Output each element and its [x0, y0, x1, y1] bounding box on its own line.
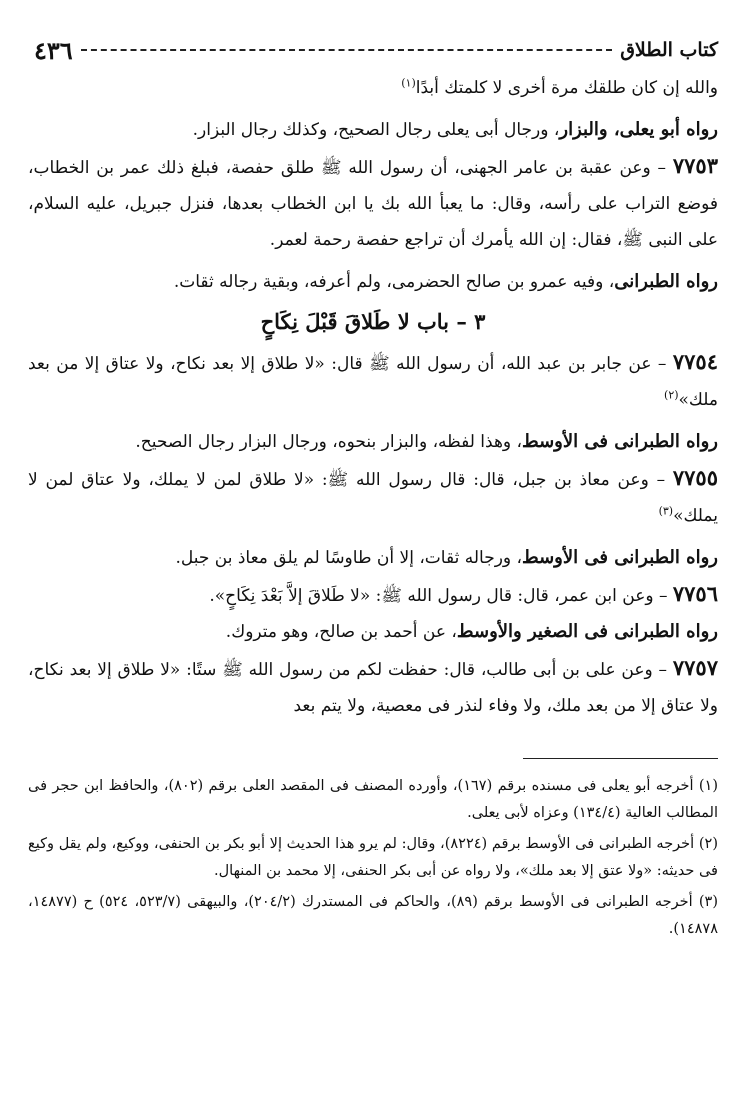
footnote-ref-2: (٢)	[664, 388, 679, 402]
hadith-number: ٧٧٥٦	[672, 581, 718, 606]
attribution-text: ، وفيه عمرو بن صالح الحضرمى، ولم أعرفه، وبقية رجاله ثقات.	[173, 272, 615, 292]
book-page	[28, 30, 718, 947]
footnote-ref-3: (٣)	[658, 504, 674, 518]
hadith-7753	[28, 148, 718, 258]
hadith-7757	[28, 650, 718, 724]
hadith-text: – وعن عقبة بن عامر الجهنى، أن رسول الله ﷺ طلق حفصة، فبلغ ذلك عمر بن الخطاب، فوضع التراب على رأسه، وقال: ما يعبأ الله بك يا ابن الخطاب بعدها، فنزل جبريل، عليه السلام، على النبى ﷺ، فقال: إن الله يأمرك أن تراجع حفصة رحمة لعمر.	[28, 158, 718, 250]
attribution-bold: رواه الطبرانى فى الأوسط	[522, 431, 718, 452]
attribution-bold: رواه الطبرانى فى الصغير والأوسط	[456, 621, 718, 642]
footnote-divider	[523, 758, 718, 759]
hadith-number: ٧٧٥٧	[672, 655, 718, 680]
page-number: ٤٣٦	[34, 35, 73, 65]
hadith-7756	[28, 576, 718, 614]
hadith-text: – وعن معاذ بن جبل، قال: قال رسول الله ﷺ: «لا طلاق لمن لا يملك، ولا عتاق لمن لا يملك»	[28, 470, 718, 526]
attribution-text: ، عن أحمد بن صالح، وهو متروك.	[225, 622, 457, 642]
attribution-text: ، ورجال أبى يعلى رجال الصحيح، وكذلك رجال البزار.	[192, 120, 560, 140]
page-header	[28, 30, 718, 70]
hadith-text: – عن جابر بن عبد الله، أن رسول الله ﷺ قال: «لا طلاق إلا بعد نكاح، ولا عتاق إلا من بعد ملك»	[28, 354, 718, 410]
hadith-number: ٧٧٥٣	[672, 153, 718, 178]
paragraph-attribution-4	[28, 540, 718, 576]
attribution-bold: رواه الطبرانى	[614, 271, 718, 292]
footnote-3: (٣) أخرجه الطبرانى فى الأوسط برقم (٨٩)، والحاكم فى المستدرك (٢٠٤/٢)، والبيهقى (٥٢٣/٧، ٥٢٤) ح (١٤٨٧٧، ١٤٨٧٨).	[28, 894, 719, 937]
hadith-number: ٧٧٥٥	[672, 465, 718, 490]
paragraph-attribution-3	[28, 424, 718, 460]
paragraph-attribution-5	[28, 614, 718, 650]
hadith-number: ٧٧٥٤	[672, 349, 718, 374]
footnote-1: (١) أخرجه أبو يعلى فى مسنده برقم (١٦٧)، وأورده المصنف فى المقصد العلى برقم (٨٠٢)، والحافظ ابن حجر فى المطالب العالية (١٣٤/٤) وعزاه لأبى يعلى.	[28, 778, 719, 821]
footnote-2: (٢) أخرجه الطبرانى فى الأوسط برقم (٨٢٢٤)، وقال: لم يرو هذا الحديث إلا أبو بكر بن الحنفى، ووكيع، ولم يقل وكيع فى حديثه: «ولا عتق إلا بعد ملك»، ولا رواه عن أبى بكر الحنفى، إلا محمد بن المنهال.	[28, 836, 718, 879]
chapter-heading: ٣ – باب لا طَلاقَ قَبْلَ نِكَاحٍ	[260, 309, 486, 334]
paragraph-oath	[28, 70, 718, 106]
paragraph-text: والله إن كان طلقك مرة أخرى لا كلمتك أبدًا	[415, 78, 718, 98]
paragraph-attribution-2	[28, 264, 718, 300]
header-dashed-rule	[81, 49, 613, 51]
book-title: كتاب الطلاق	[620, 39, 718, 61]
hadith-7754	[28, 344, 718, 418]
attribution-text: ، وهذا لفظه، والبزار بنحوه، ورجال البزار رجال الصحيح.	[135, 432, 523, 452]
hadith-text: – وعن على بن أبى طالب، قال: حفظت لكم من رسول الله ﷺ ستًا: «لا طلاق إلا بعد نكاح، ولا عتاق إلا من بعد ملك، ولا وفاء لنذر فى معصية، ولا يتم بعد	[28, 660, 718, 716]
hadith-text: – وعن ابن عمر، قال: قال رسول الله ﷺ: «لا طَلاقَ إلاَّ بَعْدَ نِكَاحٍ».	[209, 586, 673, 606]
footnote-ref-1: (١)	[401, 76, 416, 90]
hadith-7755	[28, 460, 718, 534]
attribution-bold: رواه الطبرانى فى الأوسط	[522, 547, 718, 568]
attribution-text: ، ورجاله ثقات، إلا أن طاوسًا لم يلق معاذ بن جبل.	[175, 548, 523, 568]
attribution-bold: رواه أبو يعلى، والبزار	[559, 119, 718, 140]
paragraph-attribution-1	[28, 112, 718, 148]
